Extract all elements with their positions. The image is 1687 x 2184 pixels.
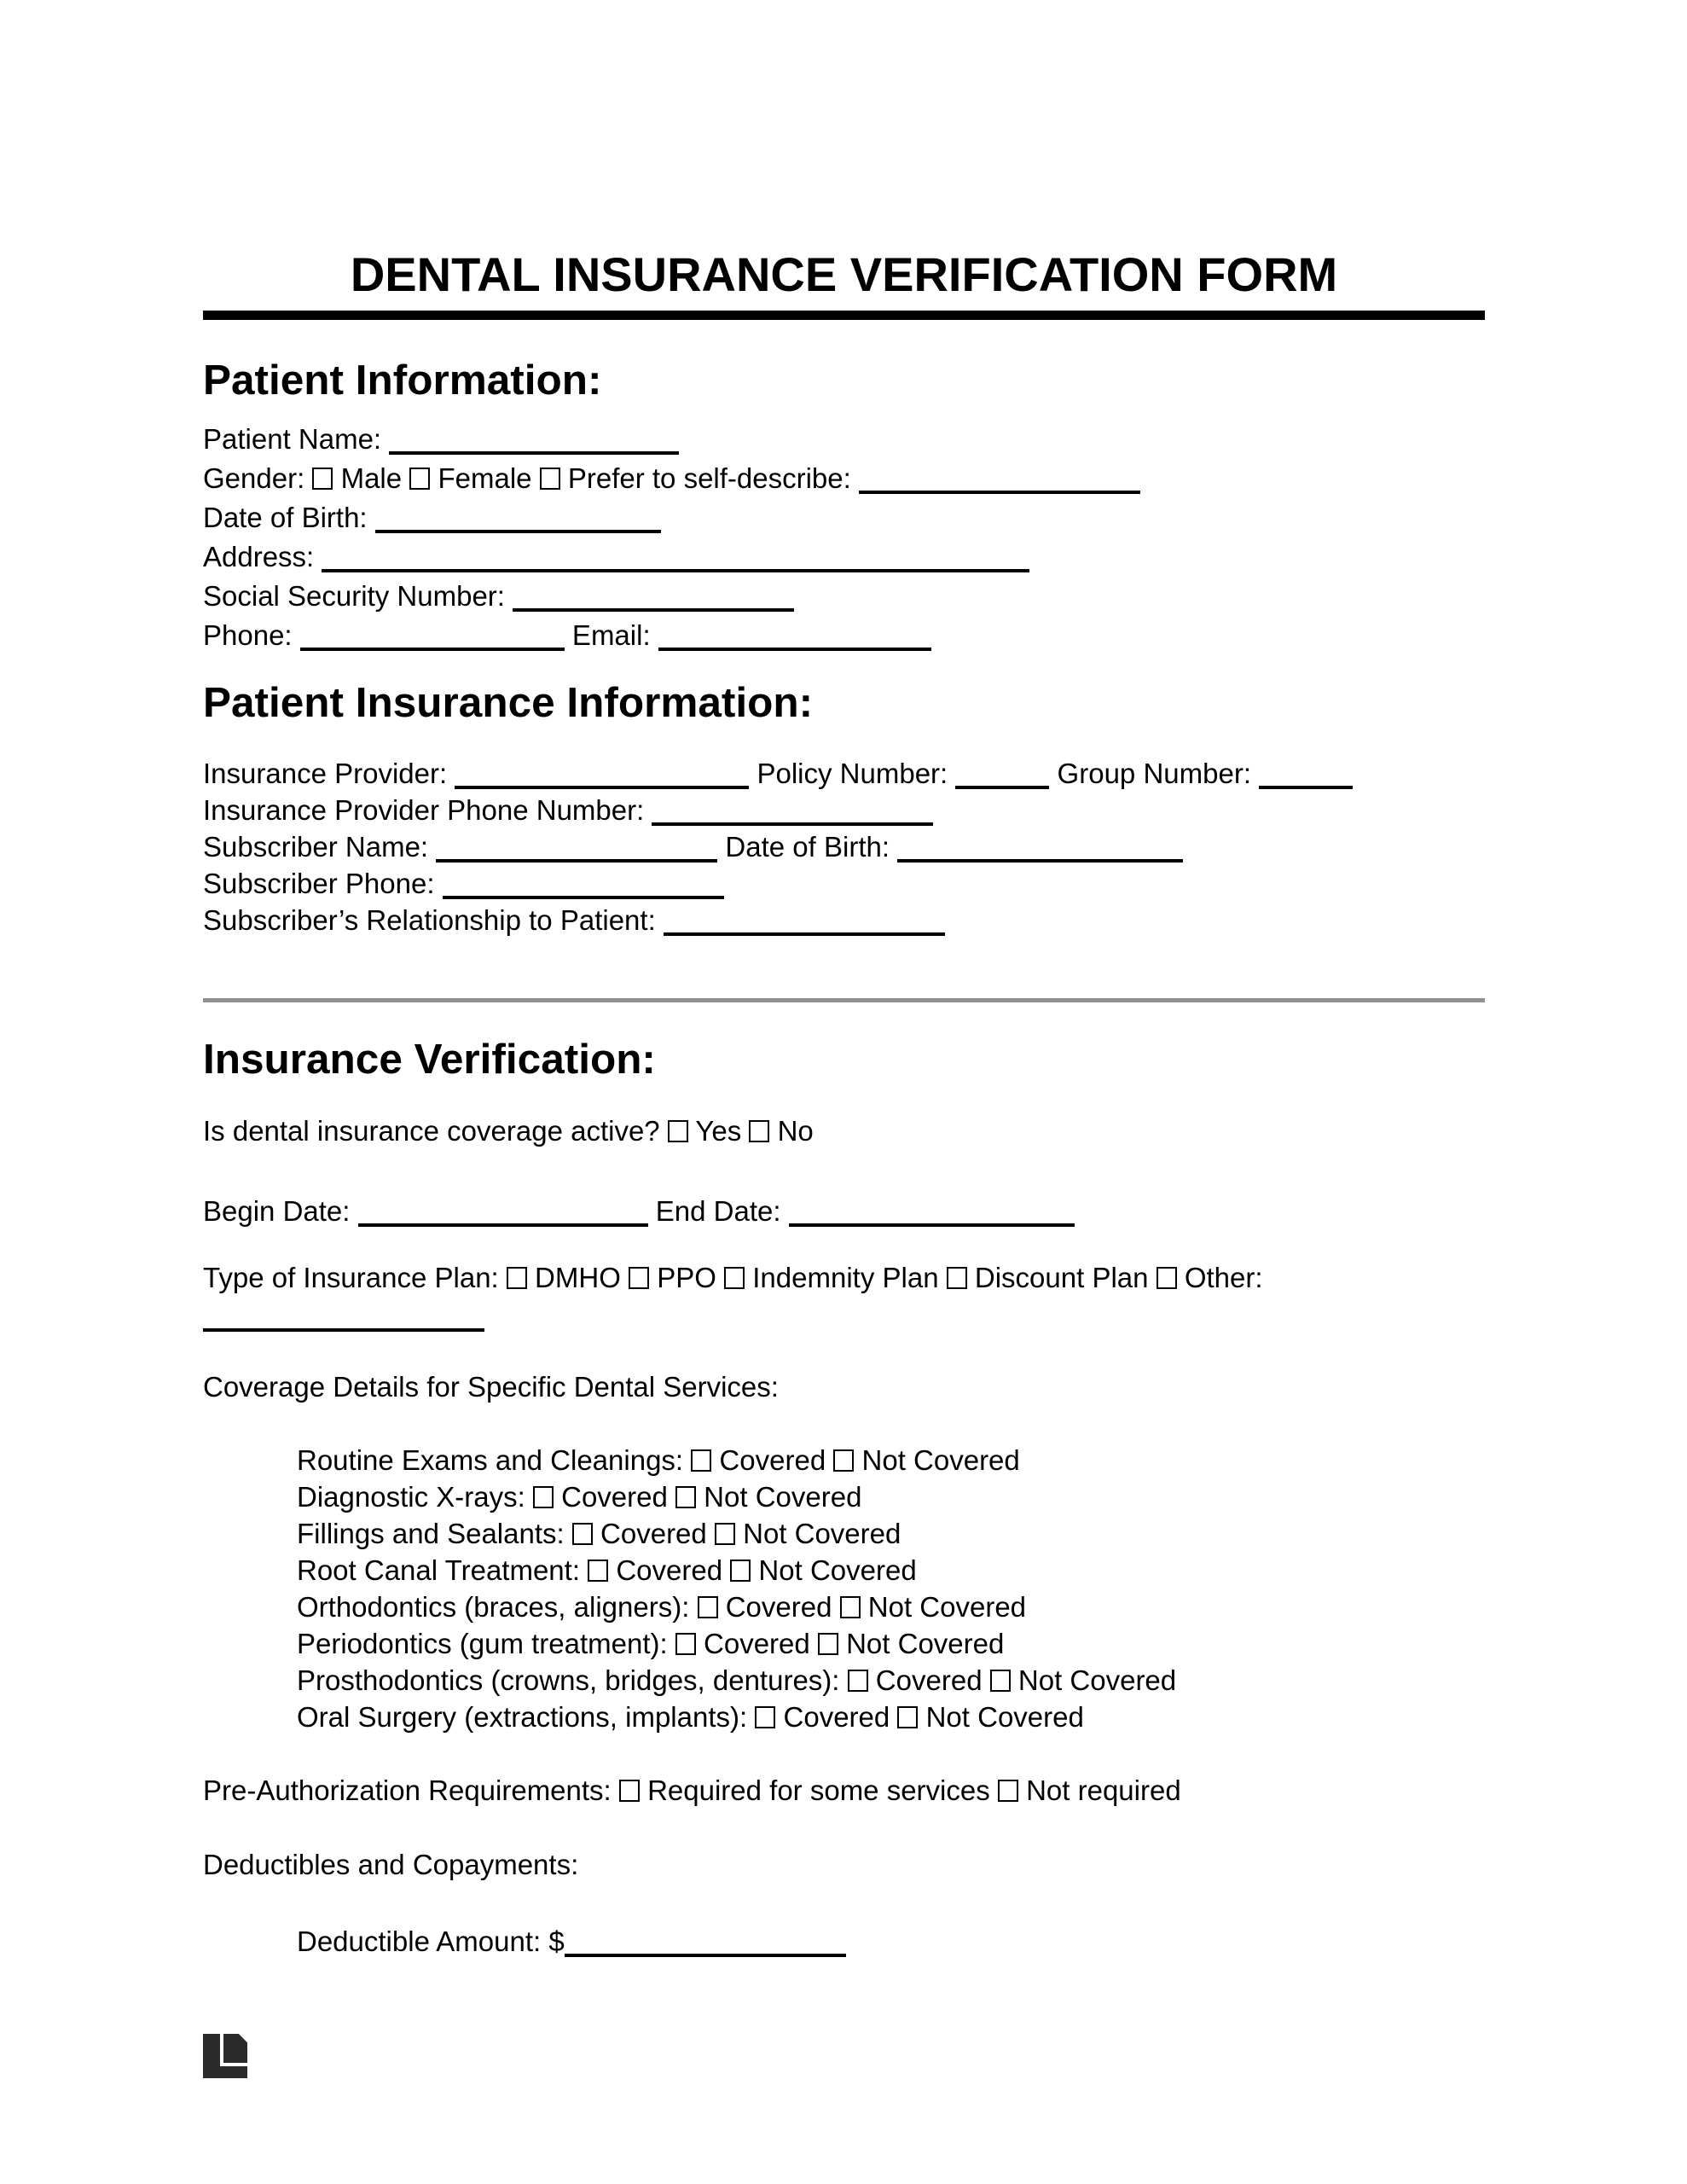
label-text: Covered <box>608 1554 731 1586</box>
gender-line <box>203 459 1485 498</box>
label-text: Insurance Provider Phone Number: <box>203 794 652 826</box>
label-text: Is dental insurance coverage active? <box>203 1115 668 1147</box>
checkbox-plan-indemnity[interactable] <box>724 1267 745 1289</box>
label-text: Email: <box>564 619 658 651</box>
checkbox-oral-surgery-covered[interactable] <box>755 1706 775 1728</box>
service-orthodontics-line <box>297 1589 1485 1625</box>
label-text: Covered <box>592 1518 715 1549</box>
service-routine-exams-line <box>297 1442 1485 1478</box>
preauthorization-line <box>203 1771 1485 1809</box>
subscriber-phone-line <box>203 865 1485 902</box>
section-heading-insurance-verification: Insurance Verification: <box>203 1036 656 1083</box>
subscriber-date-of-birth-blank[interactable] <box>897 837 1183 863</box>
coverage-details-intro <box>203 1368 1485 1406</box>
label-text: Patient Name: <box>203 423 390 455</box>
checkbox-root-canal-covered[interactable] <box>588 1560 608 1582</box>
insurance-provider-line <box>203 755 1485 792</box>
label-text: Deductible Amount: $ <box>297 1926 565 1957</box>
service-fillings-sealants-line <box>297 1515 1485 1552</box>
self-describe-blank[interactable] <box>859 468 1140 494</box>
subscriber-relationship-line <box>203 902 1485 938</box>
social-security-number-blank[interactable] <box>513 586 794 612</box>
coverage-active-line <box>203 1112 1485 1150</box>
coverage-active-question <box>203 1112 1485 1150</box>
patient-name-blank[interactable] <box>389 429 679 455</box>
label-text: Discount Plan <box>966 1262 1157 1293</box>
label-text: Subscriber’s Relationship to Patient: <box>203 904 664 936</box>
label-text: Begin Date: <box>203 1195 358 1227</box>
policy-number-blank[interactable] <box>955 764 1049 789</box>
label-text: Male <box>333 462 410 494</box>
title-underline-rule <box>203 311 1485 320</box>
service-root-canal-line <box>297 1552 1485 1589</box>
label-text: Indemnity Plan <box>745 1262 947 1293</box>
label-text: Not required <box>1017 1774 1181 1806</box>
checkbox-routine-exams-covered[interactable] <box>691 1449 711 1472</box>
label-text: Covered <box>695 1628 818 1659</box>
label-text: No <box>769 1115 814 1147</box>
plan-other-blank[interactable] <box>203 1306 484 1332</box>
label-text: Phone: <box>203 619 300 651</box>
label-text: Subscriber Phone: <box>203 868 443 899</box>
label-text: Other: <box>1176 1262 1263 1293</box>
subscriber-name-blank[interactable] <box>436 837 717 863</box>
checkbox-male[interactable] <box>312 468 333 490</box>
label-text: Covered <box>553 1481 676 1513</box>
checkbox-routine-exams-not-covered[interactable] <box>833 1449 854 1472</box>
label-text: Subscriber Name: <box>203 831 437 863</box>
label-text: Diagnostic X-rays: <box>297 1481 533 1513</box>
begin-date-blank[interactable] <box>358 1201 648 1227</box>
insurance-plan-type <box>203 1258 1485 1335</box>
label-text: Orthodontics (braces, aligners): <box>297 1591 698 1623</box>
label-text: DMHO <box>526 1262 629 1293</box>
label-text: Gender: <box>203 462 313 494</box>
logo-document-shape <box>223 2034 247 2063</box>
checkbox-plan-other[interactable] <box>1157 1267 1177 1289</box>
label-text: Policy Number: <box>749 758 956 789</box>
label-text: Prosthodontics (crowns, bridges, dentures): <box>297 1664 848 1696</box>
patient-information-section <box>203 420 1485 655</box>
checkbox-orthodontics-covered[interactable] <box>698 1596 718 1618</box>
label-text: Not Covered <box>1010 1664 1177 1696</box>
label-text: End Date: <box>647 1195 789 1227</box>
label-text: Not Covered <box>696 1481 862 1513</box>
label-text: Address: <box>203 541 322 572</box>
coverage-dates <box>203 1192 1485 1230</box>
legal-templates-logo-icon <box>203 2034 247 2078</box>
address-blank[interactable] <box>322 547 1029 572</box>
checkbox-plan-discount[interactable] <box>947 1267 967 1289</box>
logo-bottom-bar <box>203 2066 247 2078</box>
label-text: Date of Birth: <box>717 831 898 863</box>
checkbox-plan-dmho[interactable] <box>507 1267 527 1289</box>
section-heading-patient-insurance-information: Patient Insurance Information: <box>203 679 814 726</box>
group-number-blank[interactable] <box>1259 764 1353 789</box>
service-prosthodontics-line <box>297 1662 1485 1699</box>
checkbox-diagnostic-xrays-not-covered[interactable] <box>675 1486 696 1508</box>
social-security-number-line <box>203 577 1485 616</box>
label-text: Not Covered <box>854 1444 1020 1476</box>
label-text: Covered <box>775 1701 898 1733</box>
subscriber-phone-blank[interactable] <box>443 874 724 899</box>
label-text: Not Covered <box>860 1591 1027 1623</box>
label-text: Prefer to self-describe: <box>559 462 859 494</box>
checkbox-prosthodontics-covered[interactable] <box>848 1670 868 1692</box>
page-title: DENTAL INSURANCE VERIFICATION FORM <box>350 247 1338 301</box>
dental-services-list <box>203 1442 1485 1735</box>
label-text: Fillings and Sealants: <box>297 1518 572 1549</box>
label-text: Female <box>430 462 540 494</box>
deductible-amount-line <box>297 1922 1485 1960</box>
deductibles-copayments-line: Deductibles and Copayments: <box>203 1849 579 1880</box>
label-text: Oral Surgery (extractions, implants): <box>297 1701 756 1733</box>
subscriber-name-line <box>203 828 1485 865</box>
checkbox-coverage-active-no[interactable] <box>749 1120 769 1142</box>
label-text: Required for some services <box>639 1774 998 1806</box>
service-diagnostic-xrays-line <box>297 1478 1485 1515</box>
checkbox-fillings-sealants-not-covered[interactable] <box>715 1523 735 1545</box>
date-of-birth-blank[interactable] <box>375 508 661 533</box>
label-text: Covered <box>717 1591 840 1623</box>
checkbox-diagnostic-xrays-covered[interactable] <box>533 1486 554 1508</box>
label-text: Root Canal Treatment: <box>297 1554 588 1586</box>
patient-name-line <box>203 420 1485 459</box>
label-text: Date of Birth: <box>203 502 375 533</box>
subscriber-relationship-blank[interactable] <box>664 910 945 936</box>
checkbox-root-canal-not-covered[interactable] <box>730 1560 751 1582</box>
end-date-blank[interactable] <box>789 1201 1075 1227</box>
checkbox-orthodontics-not-covered[interactable] <box>840 1596 861 1618</box>
deductible-amount <box>203 1922 1485 1960</box>
section-heading-patient-information: Patient Information: <box>203 357 602 404</box>
checkbox-self-describe[interactable] <box>540 468 560 490</box>
insurance-provider-blank[interactable] <box>455 764 749 789</box>
label-text: PPO <box>649 1262 725 1293</box>
label-text: Pre-Authorization Requirements: <box>203 1774 619 1806</box>
label-text: Social Security Number: <box>203 580 513 612</box>
service-periodontics-line <box>297 1625 1485 1662</box>
label-text: Type of Insurance Plan: <box>203 1262 507 1293</box>
insurance-provider-phone-blank[interactable] <box>652 800 933 826</box>
checkbox-periodontics-not-covered[interactable] <box>818 1633 838 1655</box>
label-text: Covered <box>711 1444 834 1476</box>
coverage-details-intro-line: Coverage Details for Specific Dental Services: <box>203 1371 779 1403</box>
section-divider-rule <box>203 998 1485 1002</box>
preauthorization-requirements <box>203 1771 1485 1809</box>
checkbox-preauth-required[interactable] <box>619 1780 640 1802</box>
date-of-birth-line <box>203 498 1485 537</box>
deductible-amount-blank[interactable] <box>565 1931 846 1957</box>
label-text: Group Number: <box>1049 758 1260 789</box>
label-text: Covered <box>867 1664 990 1696</box>
checkbox-plan-ppo[interactable] <box>629 1267 649 1289</box>
service-oral-surgery-line <box>297 1699 1485 1735</box>
insurance-provider-phone-line <box>203 792 1485 828</box>
email-blank[interactable] <box>658 625 931 651</box>
label-text: Periodontics (gum treatment): <box>297 1628 675 1659</box>
label-text: Not Covered <box>751 1554 917 1586</box>
label-text: Routine Exams and Cleanings: <box>297 1444 692 1476</box>
checkbox-coverage-active-yes[interactable] <box>668 1120 688 1142</box>
checkbox-fillings-sealants-covered[interactable] <box>572 1523 593 1545</box>
phone-email-line <box>203 616 1485 655</box>
label-text: Not Covered <box>918 1701 1084 1733</box>
plan-type-line <box>203 1258 1485 1297</box>
deductibles-copayments-heading <box>203 1845 1485 1884</box>
plan-other-blank-line <box>203 1297 1485 1335</box>
checkbox-oral-surgery-not-covered[interactable] <box>897 1706 918 1728</box>
patient-insurance-information-section <box>203 755 1485 938</box>
checkbox-prosthodontics-not-covered[interactable] <box>990 1670 1011 1692</box>
begin-end-date-line <box>203 1192 1485 1230</box>
label-text: Insurance Provider: <box>203 758 455 789</box>
label-text: Yes <box>687 1115 750 1147</box>
phone-blank[interactable] <box>300 625 565 651</box>
label-text: Not Covered <box>734 1518 901 1549</box>
address-line <box>203 537 1485 577</box>
checkbox-preauth-not-required[interactable] <box>998 1780 1018 1802</box>
checkbox-female[interactable] <box>409 468 430 490</box>
label-text: Not Covered <box>838 1628 1005 1659</box>
checkbox-periodontics-covered[interactable] <box>675 1633 696 1655</box>
